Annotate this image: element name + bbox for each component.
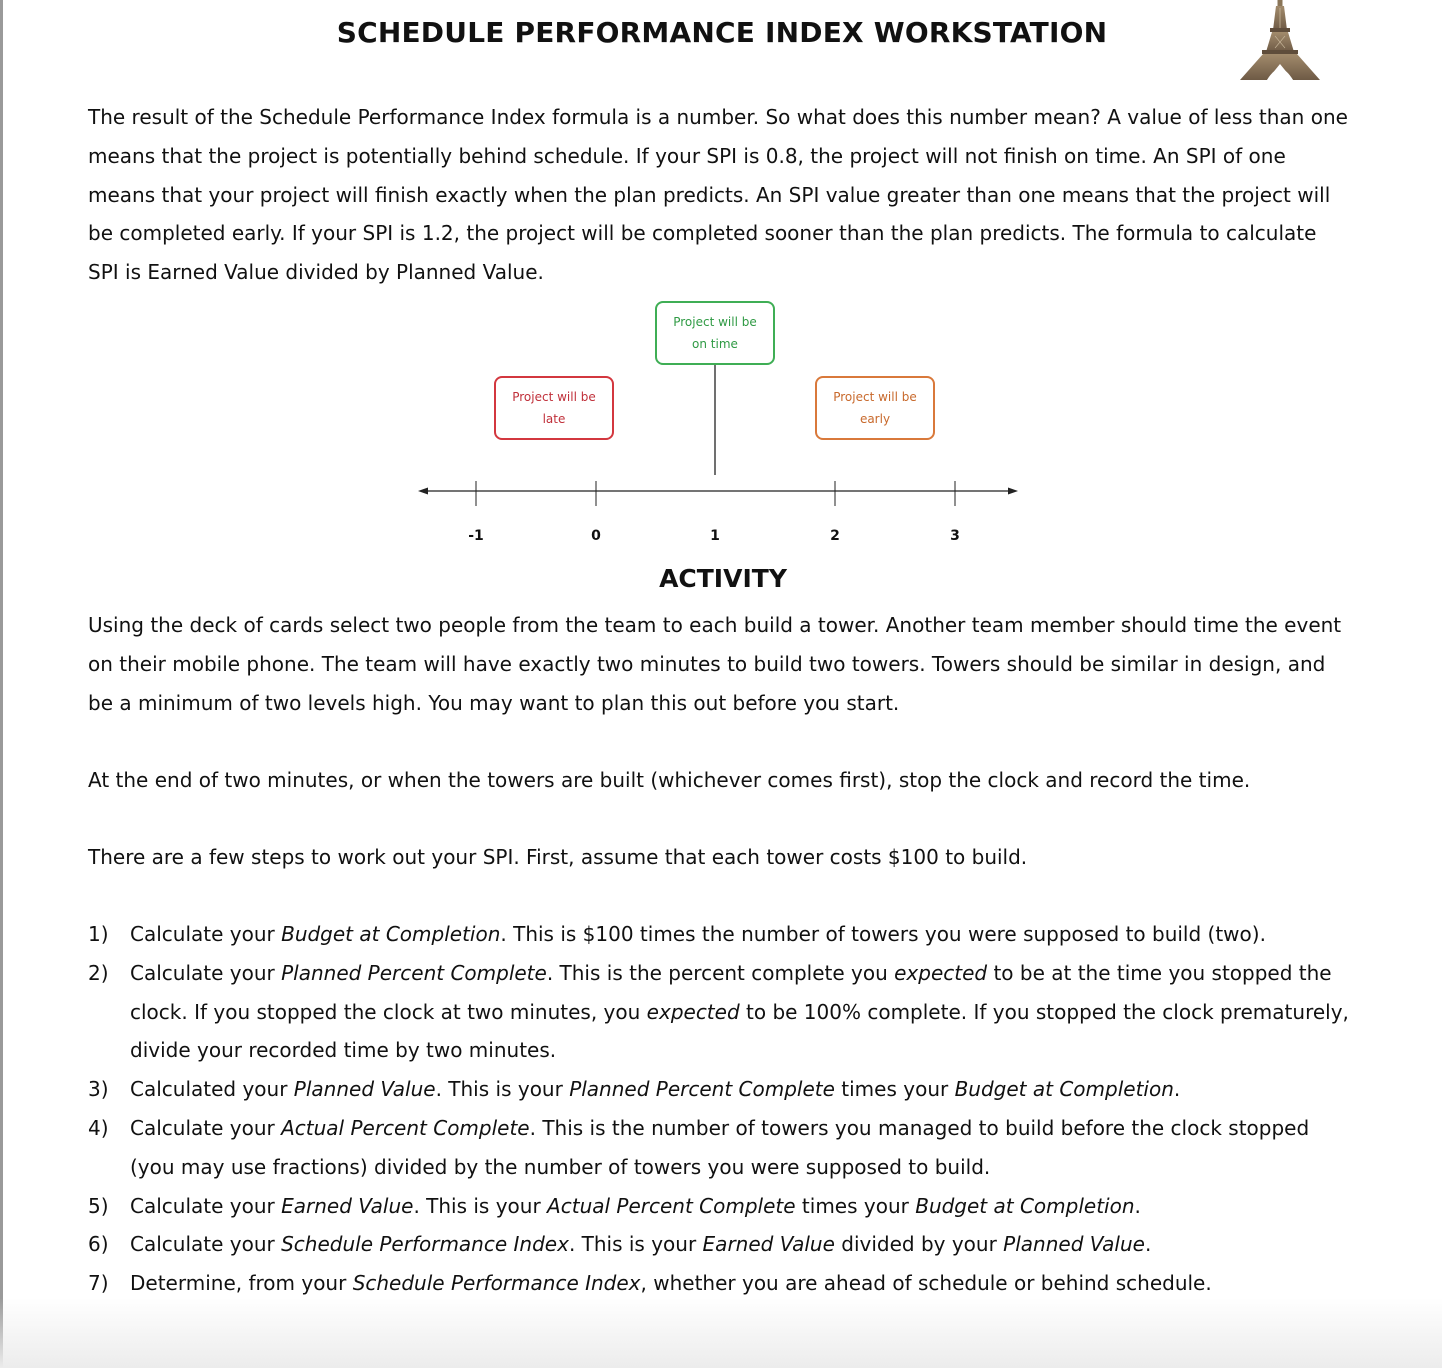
step-term: Earned Value <box>702 1232 835 1257</box>
step-number: 2) <box>88 960 109 985</box>
step-text: . This is $100 times the number of towers you were supposed to build (two). <box>500 922 1266 946</box>
step-item <box>88 1109 1350 1187</box>
step-term: Earned Value <box>281 1193 414 1218</box>
step-term: Actual Percent Complete <box>547 1193 796 1218</box>
early-callout-box <box>815 376 935 440</box>
step-item <box>88 1187 1350 1226</box>
step-text: . This is your <box>413 1193 548 1218</box>
step-term: Planned Value <box>1003 1232 1145 1257</box>
early-callout-line2: early <box>859 412 891 426</box>
step-text: . This is your <box>435 1077 570 1102</box>
step-item <box>88 1070 1350 1109</box>
step-text: Determine, from your <box>130 1271 353 1296</box>
step-term: Planned Value <box>293 1077 436 1102</box>
step-term: Budget at Completion <box>281 922 501 946</box>
tick-label-3: 3 <box>950 528 960 544</box>
step-text: Calculate your <box>130 922 282 946</box>
step-text: . This is your <box>568 1232 703 1257</box>
intro-paragraph: The result of the Schedule Performance Index formula is a number. So what does this number mean? A value of less than one means that the project is potentially behind schedule. If your SPI is 0.8, the project will not finish on time. An SPI of one means that your project will finish exactly when the plan predicts. An SPI value greater than one means that the project will be completed early. If your SPI is 1.2, the project will be completed sooner than the plan predicts. The formula to calculate SPI is Earned Value divided by Planned Value. <box>88 105 1348 285</box>
page-title: SCHEDULE PERFORMANCE INDEX WORKSTATION <box>336 16 1108 49</box>
axis-right-arrow <box>1008 488 1018 495</box>
step-term: expected <box>894 960 988 985</box>
step-term: Budget at Completion <box>954 1077 1174 1102</box>
step-term: Schedule Performance Index <box>281 1232 569 1257</box>
tick-label-0: 0 <box>591 528 601 544</box>
step-number: 6) <box>88 1232 109 1257</box>
step-term: Budget at Completion <box>915 1193 1135 1218</box>
step-number: 1) <box>88 922 109 946</box>
step-item <box>88 1225 1350 1264</box>
steps-list <box>88 915 1350 1303</box>
tick-label-minus-1: -1 <box>468 528 484 544</box>
on-time-callout-line1: Project will be <box>673 315 757 329</box>
step-number: 7) <box>88 1271 109 1296</box>
step-text: Calculate your <box>130 1115 282 1140</box>
number-line <box>0 0 1442 600</box>
step-number: 4) <box>88 1115 109 1140</box>
step-term: Schedule Performance Index <box>352 1271 641 1296</box>
late-callout-box <box>494 376 614 440</box>
step-text: . This is the percent complete you <box>546 960 895 985</box>
step-item <box>88 915 1350 954</box>
step-number: 3) <box>88 1077 109 1102</box>
step-item <box>88 954 1350 1070</box>
step-text: to be at the time you stopped the clock. If you stopped the clock at two minutes, you <box>130 960 1332 1024</box>
activity-paragraph-1: Using the deck of cards select two people from the team to each build a tower. Another team member should time the event on their mobile phone. The team will have exactly two minutes to build two towers. Towers should be similar in design, and be a minimum of two levels high. You may want to plan this out before you start. <box>88 613 1342 715</box>
step-text: Calculate your <box>130 960 282 985</box>
axis-left-arrow <box>418 488 428 495</box>
step-term: Actual Percent Complete <box>281 1115 530 1140</box>
activity-paragraph-2: At the end of two minutes, or when the towers are built (whichever comes first), stop the clock and record the time. <box>88 768 1251 792</box>
on-time-callout-box <box>655 301 775 365</box>
step-text: . <box>1173 1077 1181 1102</box>
step-text: Calculate your <box>130 1232 282 1257</box>
late-callout-line1: Project will be <box>512 390 596 404</box>
step-text: . <box>1134 1193 1141 1218</box>
step-term: Planned Percent Complete <box>569 1077 835 1102</box>
activity-paragraph-3: There are a few steps to work out your SPI. First, assume that each tower costs $100 to build. <box>88 845 1028 869</box>
late-callout-line2: late <box>542 412 566 426</box>
step-text: . <box>1144 1232 1152 1257</box>
step-text: to be 100% complete. If you stopped the clock prematurely, divide your recorded time by two minutes. <box>130 999 1349 1063</box>
step-text: Calculate your <box>130 1193 282 1218</box>
early-callout-line1: Project will be <box>833 390 917 404</box>
step-text: times your <box>834 1077 955 1102</box>
step-term: Planned Percent Complete <box>281 960 547 985</box>
page-bottom-shadow <box>0 1298 1442 1368</box>
activity-heading: ACTIVITY <box>659 564 787 593</box>
step-text: times your <box>795 1193 916 1218</box>
on-time-callout-line2: on time <box>692 337 738 351</box>
spi-number-line-diagram <box>0 0 1442 600</box>
step-text: , whether you are ahead of schedule or behind schedule. <box>640 1271 1212 1296</box>
step-term: expected <box>646 999 740 1024</box>
step-text: Calculated your <box>130 1077 294 1102</box>
tick-label-2: 2 <box>830 528 840 544</box>
step-number: 5) <box>88 1193 109 1218</box>
tick-label-1: 1 <box>710 528 720 544</box>
step-text: . This is the number of towers you managed to build before the clock stopped (you may use fractions) divided by the number of towers you were supposed to build. <box>130 1115 1310 1179</box>
step-text: divided by your <box>834 1232 1004 1257</box>
